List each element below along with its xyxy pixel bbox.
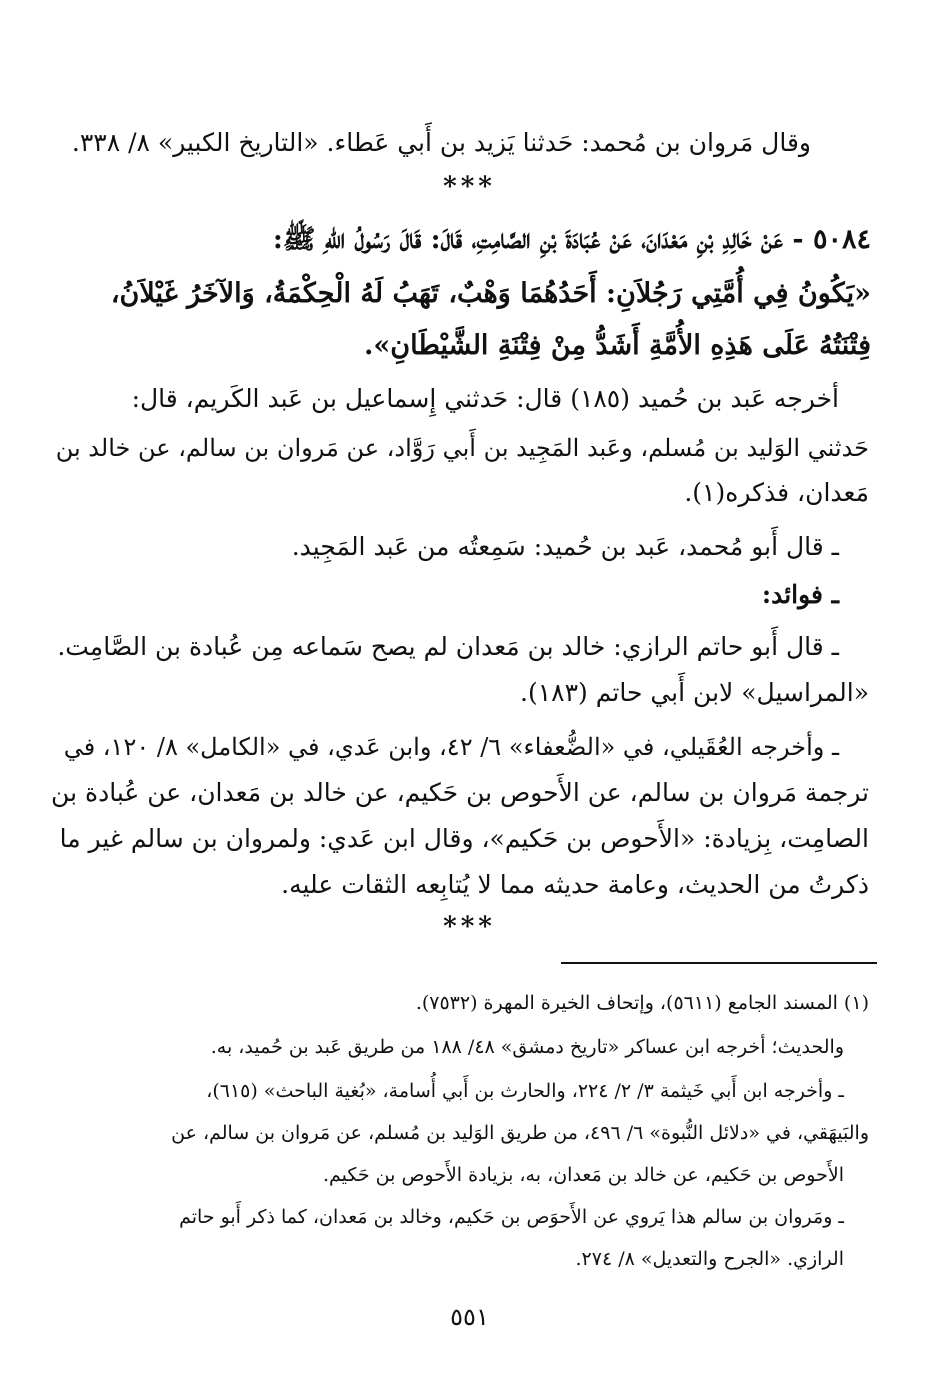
fawaid-label: ـ فوائد: [761, 580, 839, 609]
footnote-line-3: ـ وأخرجه ابن أَبي خَيثمة ٣/ ٢/ ٢٢٤، والحارث بن أَبي أُسامة، «بُغية الباحث» (٦١٥)، [206, 1080, 844, 1102]
takhrij-line-1: أخرجه عَبد بن حُميد (١٨٥) قال: حَدثني إِسماعيل بن عَبد الكَريم، قال: [131, 384, 839, 413]
takhrij-line-3: مَعدان، فذكره(١). [684, 478, 869, 507]
footnote-line-7: الرازي. «الجرح والتعديل» ٨/ ٢٧٤. [575, 1248, 844, 1270]
abu-hatim-line-1: ـ قال أَبو حاتم الرازي: خالد بن مَعدان لم يصح سَماعه مِن عُبادة بن الصَّامِت. [57, 632, 839, 661]
hadith-line-3: فِتْنَتُهُ عَلَى هَذِهِ الأُمَّةِ أَشَدُّ مِنْ فِتْنَةِ الشَّيْطَانِ». [363, 330, 871, 361]
abu-hatim-line-2: «المراسيل» لابن أَبي حاتم (١٨٣). [520, 678, 869, 707]
footnote-line-1: (١) المسند الجامع (٥٦١١)، وإتحاف الخيرة المهرة (٧٥٣٢). [415, 992, 869, 1014]
uqayli-line-2: ترجمة مَروان بن سالم، عن الأَحوص بن حَكيم، عن خالد بن مَعدان، عن عُبادة بن [51, 778, 869, 807]
footnote-line-4: والبَيهَقي، في «دلائل النُّبوة» ٦/ ٤٩٦، من طريق الوَليد بن مُسلم، عن مَروان بن سالم، عن [171, 1122, 869, 1144]
uqayli-line-3: الصامِت، بِزيادة: «الأَحوص بن حَكيم»، وقال ابن عَدي: ولمروان بن سالم غير ما [59, 824, 869, 853]
uqayli-line-4: ذكرتُ من الحديث، وعامة حديثه مما لا يُتابِعه الثقات عليه. [281, 870, 869, 899]
hadith-line-2: «يَكُونُ فِي أُمَّتِي رَجُلاَنِ: أَحَدُهُمَا وَهْبٌ، تَهَبُ لَهُ الْحِكْمَةُ، وَالآخَرُ غَيْلاَنُ، [110, 278, 871, 309]
separator-top: *** [443, 172, 496, 202]
page-number: ٥٥١ [450, 1303, 489, 1331]
abu-muhammad-line: ـ قال أَبو مُحمد، عَبد بن حُميد: سَمِعتُه من عَبد المَجِيد. [291, 532, 839, 561]
takhrij-line-2: حَدثني الوَليد بن مُسلم، وعَبد المَجِيد بن أَبي رَوَّاد، عن مَروان بن سالم، عن خالد بن [55, 434, 869, 462]
top-line: وقال مَروان بن مُحمد: حَدثنا يَزيد بن أَبي عَطاء. «التاريخ الكبير» ٨/ ٣٣٨. [71, 128, 811, 157]
uqayli-line-1: ـ وأخرجه العُقَيلي، في «الضُّعفاء» ٦/ ٤٢، وابن عَدي، في «الكامل» ٨/ ١٢٠، في [63, 733, 839, 761]
footnote-line-2: والحديث؛ أخرجه ابن عساكر «تاريخ دمشق» ٤٨/ ١٨٨ من طريق عَبد بن حُميد، به. [210, 1036, 844, 1058]
hadith-line-1: ٥٠٨٤ - عَنْ خَالِدِ بْنِ مَعْدَانَ، عَنْ عُبَادَةَ بْنِ الصَّامِتِ، قَالَ: قَالَ رَسُولُ اللهِ ﷺ: [272, 224, 871, 255]
separator-bottom: *** [443, 912, 496, 942]
footnote-line-6: ـ ومَروان بن سالم هذا يَروي عن الأَحوَص بن حَكيم، وخالد بن مَعدان، كما ذكر أَبو حاتم [179, 1206, 844, 1228]
footnote-line-5: الأَحوص بن حَكيم، عن خالد بن مَعدان، به، بزيادة الأَحوص بن حَكيم. [322, 1164, 844, 1186]
footnote-rule [561, 962, 877, 964]
